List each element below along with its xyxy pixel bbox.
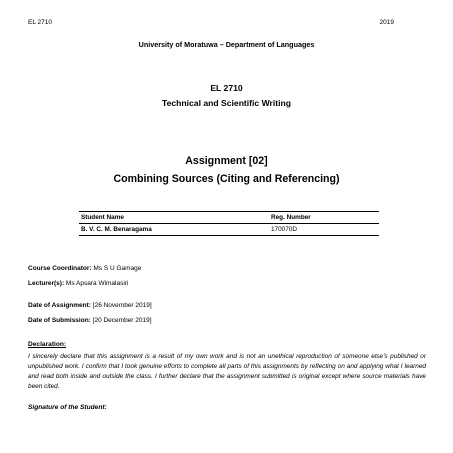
header-year: 2019 [379,19,394,26]
assignment-title: Assignment [02] [185,155,268,167]
course-coordinator-value: Ms S U Gamage [91,265,142,272]
declaration-title: Declaration: [28,341,67,348]
course-coordinator-field [28,265,141,272]
signature-label: Signature of the Student: [28,404,107,411]
date-of-submission-value: [20 December 2019] [90,317,152,324]
lecturer-label: Lecturer(s): [28,280,65,287]
student-table [79,211,379,236]
course-code: EL 2710 [210,83,243,93]
lecturer-value: Ms Apsara Wimalasiri [64,280,129,287]
date-of-assignment-label: Date of Assignment: [28,302,91,309]
student-name: B. V. C. M. Benaragama [81,226,152,233]
assignment-subtitle: Combining Sources (Citing and Referencing) [113,173,340,185]
date-of-assignment-field [28,302,152,309]
header-course-code: EL 2710 [28,19,52,26]
header-reg-number: Reg. Number [271,214,311,221]
date-of-submission-label: Date of Submission: [28,317,91,324]
table-bottom-rule [79,235,379,236]
lecturer-field [28,280,128,287]
course-title: Technical and Scientific Writing [161,98,292,108]
date-of-assignment-value: [26 November 2019] [90,302,152,309]
table-row [79,224,379,235]
date-of-submission-field [28,317,152,324]
university-line: University of Moratuwa – Department of Languages [138,40,315,49]
reg-number: 170070D [271,226,297,233]
table-header-row [79,212,379,223]
declaration-body: I sincerely declare that this assignment is a result of my own work and is not an unethical reproduction of someone else’s published or unpublished work. I confirm that I took genuine efforts to complete all parts of this assignments by reflecting on and applying what I learned and read both inside and outside the class. I further declare that the assignment submitted is original except where source materials have been cited. [28,353,426,390]
header-student-name: Student Name [81,214,124,221]
course-coordinator-label: Course Coordinator: [28,265,92,272]
